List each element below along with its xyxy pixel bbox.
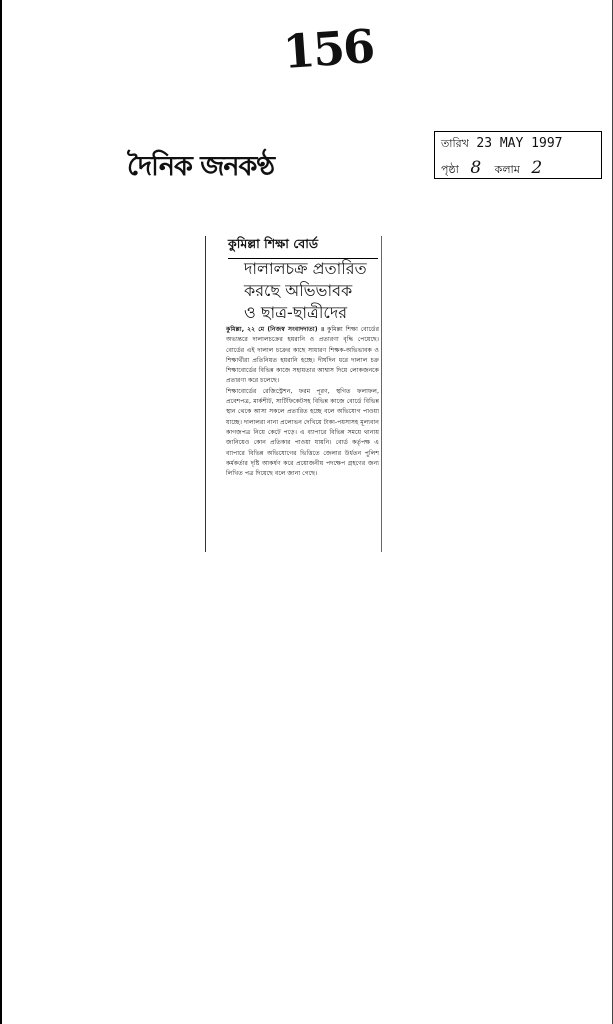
article-paragraph <box>226 325 379 387</box>
headline-line: দালালচক্র প্রতারিত <box>244 259 367 278</box>
headline-line: করছে অভিভাবক <box>244 281 353 300</box>
stamp-column-value: 2 <box>531 158 543 178</box>
clipping-headline <box>244 258 378 324</box>
stamp-date-label: তারিখ <box>441 137 469 150</box>
stamp-page-value: 8 <box>470 158 482 178</box>
article-paragraph-text: কুমিল্লা শিক্ষা বোর্ডের অভ্যন্তরে দালালচক্রের হয়রানি ও প্রতারণা বৃদ্ধি পেয়েছে। বোর্ডের এই দালাল চক্রের কাছে সাধারণ শিক্ষক-অভিভাবক ও শিক্ষার্থীরা প্রতিনিয়ত হয়রানি হচ্ছে। দীর্ঘদিন ধরে দালাল চক্র শিক্ষাবোর্ডের বিভিন্ন কাজে সহায়তার আশ্বাস দিয়ে লোকজনকে প্রতারণা করে চলেছে। <box>226 326 379 385</box>
article-body <box>226 325 379 479</box>
clipping-kicker: কুমিল্লা শিক্ষা বোর্ড <box>228 236 378 259</box>
article-dateline: কুমিল্লা, ২২ মে (নিজস্ব সংবাদদাতা) ॥ <box>226 326 325 333</box>
headline-line: ও ছাত্র-ছাত্রীদের <box>244 303 348 322</box>
date-stamp <box>434 131 602 179</box>
stamp-column-label: কলাম <box>494 163 520 176</box>
page-edge <box>0 0 2 1024</box>
page-number: 156 <box>281 18 375 80</box>
newspaper-name: দৈনিক জনকণ্ঠ <box>127 151 275 182</box>
stamp-page-row <box>441 158 552 180</box>
stamp-date-row <box>441 135 562 154</box>
news-clipping <box>205 236 382 552</box>
stamp-page-label: পৃষ্ঠা <box>441 163 459 176</box>
stamp-date-value: 23 MAY 1997 <box>476 136 563 151</box>
article-paragraph: শিক্ষাবোর্ডের রেজিস্ট্রেশন, ফরম পূরণ, স্থগিত ফলাফল, প্রবেশপত্র, মার্কশীট, সার্টিফিকেটসহ বিভিন্ন কাজে বোর্ডে বিভিন্ন স্থান থেকে আসা সকলে প্রতারিত হচ্ছে বলে অভিযোগ পাওয়া যাচ্ছে। দালালরা নানা প্রলোভন দেখিয়ে টাকা-পয়সাসহ মূল্যবান কাগজপত্র নিয়ে কেটে পড়ে। এ ব্যাপারে বিভিন্ন সময়ে থানায় জানিয়েও কোন প্রতিকার পাওয়া যায়নি। বোর্ড কর্তৃপক্ষ এ ব্যাপারে বিভিন্ন অভিযোগের ভিত্তিতে জেলার উর্ধতন পুলিশ কর্মকর্তার দৃষ্টি আকর্ষণ করে প্রয়োজনীয় পদক্ষেপ গ্রহণের জন্য লিখিত পত্র দিয়েছে বলে জানা গেছে। <box>226 387 379 478</box>
